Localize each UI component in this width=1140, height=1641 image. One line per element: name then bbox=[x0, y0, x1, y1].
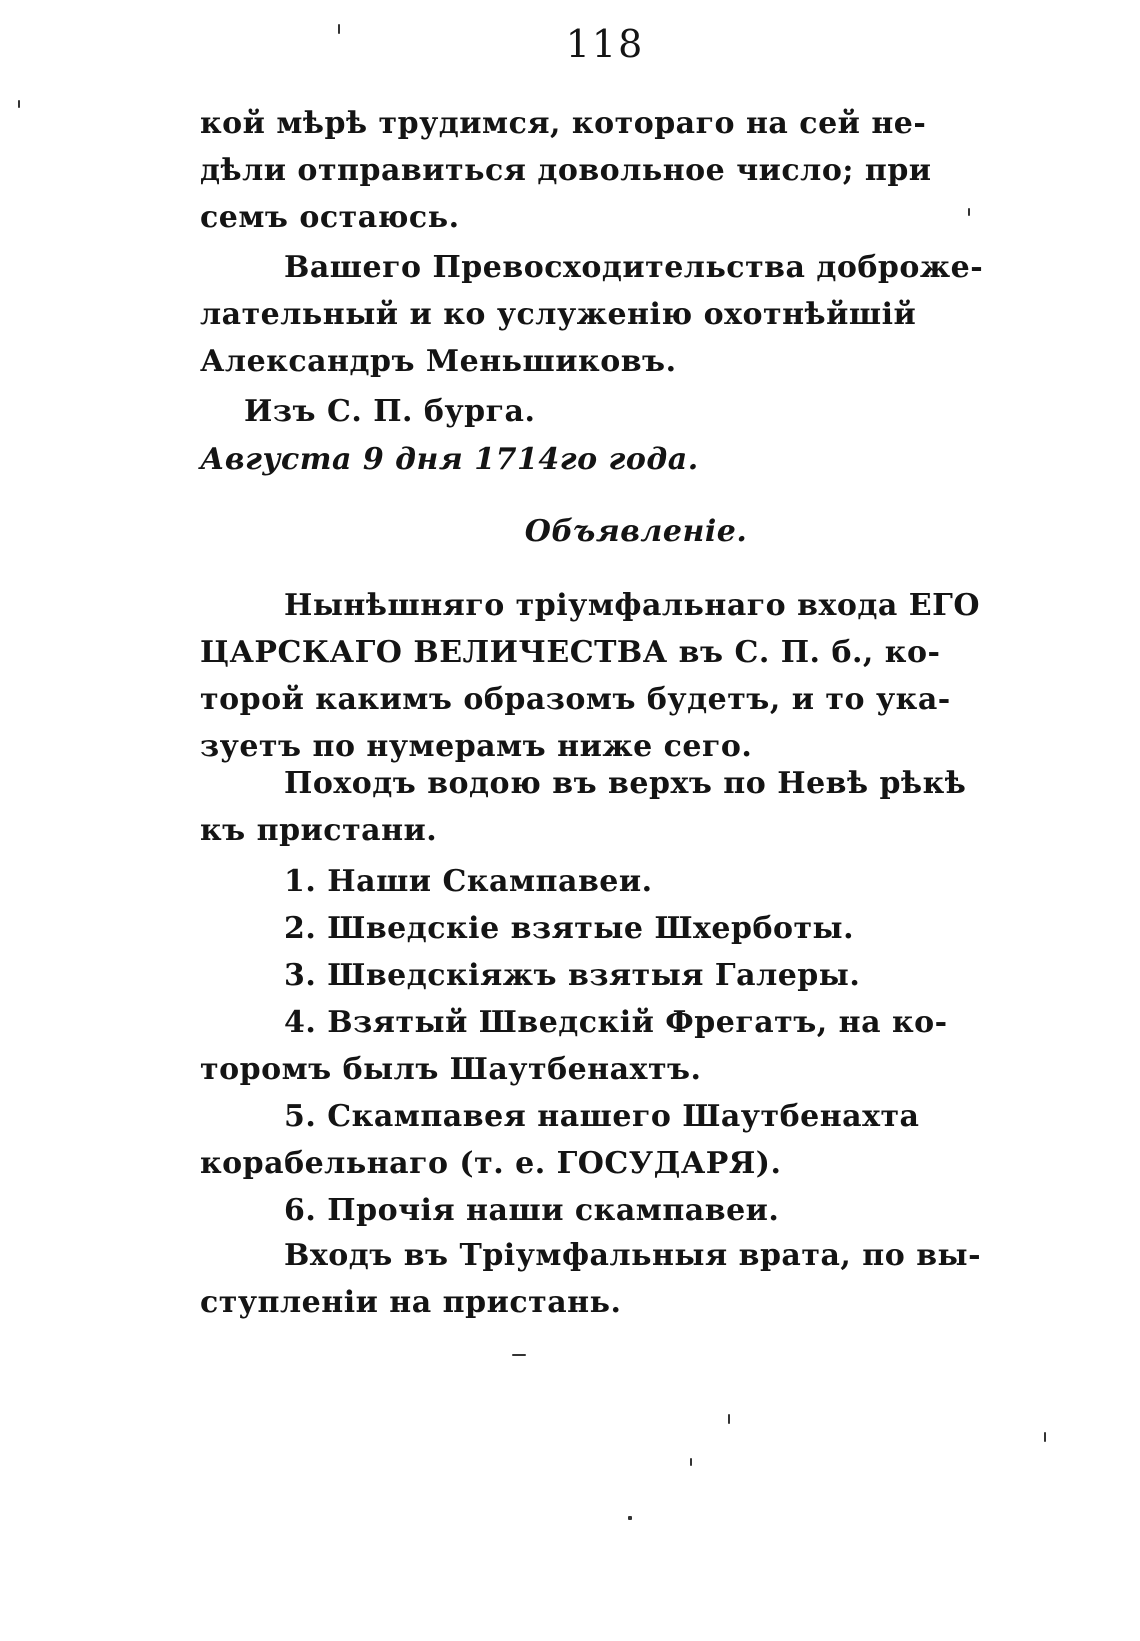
scan-speck bbox=[512, 1354, 526, 1356]
entry-paragraph bbox=[200, 1232, 1072, 1326]
intro-line: Нынѣшняго тріумфальнаго входа ЕГО bbox=[284, 588, 980, 623]
scan-speck bbox=[968, 208, 970, 216]
item-text: Взятый Шведскій Фрегатъ, на ко- bbox=[327, 1005, 948, 1040]
signature: Александръ Меньшиковъ. bbox=[200, 344, 677, 379]
procession-line: къ пристани. bbox=[200, 813, 438, 848]
place-line: Изъ С. П. бурга. bbox=[244, 394, 536, 429]
item-text: Шведскіяжъ взятыя Галеры. bbox=[327, 958, 861, 993]
item-number: 1. bbox=[284, 864, 317, 899]
letter-place bbox=[200, 388, 1072, 435]
scan-speck bbox=[728, 1414, 730, 1424]
text-line: дѣли отправиться довольное число; при bbox=[200, 153, 932, 188]
scan-speck bbox=[628, 1516, 632, 1520]
scan-speck bbox=[18, 100, 20, 108]
item-number: 2. bbox=[284, 911, 317, 946]
scan-speck bbox=[338, 24, 340, 34]
list-item bbox=[200, 1187, 1072, 1234]
list-item bbox=[200, 952, 1072, 999]
item-text: Шведскіе взятые Шхерботы. bbox=[327, 911, 855, 946]
intro-line: торой какимъ образомъ будетъ, и то ука- bbox=[200, 682, 951, 717]
list-item bbox=[200, 858, 1072, 905]
item-number: 5. bbox=[284, 1099, 317, 1134]
list-item bbox=[200, 905, 1072, 952]
scan-speck bbox=[690, 1458, 692, 1466]
list-item bbox=[200, 1093, 1072, 1140]
list-item-continuation: корабельнаго (т. е. ГОСУДАРЯ). bbox=[200, 1146, 782, 1181]
item-number: 4. bbox=[284, 1005, 317, 1040]
date-line: Августа 9 дня 1714го года. bbox=[200, 442, 699, 477]
intro-line: зуетъ по нумерамъ ниже сего. bbox=[200, 729, 753, 764]
procession-heading bbox=[200, 760, 1072, 854]
entry-line: ступленіи на пристань. bbox=[200, 1285, 622, 1320]
letter-body bbox=[200, 100, 1072, 241]
scan-speck bbox=[1044, 1432, 1046, 1442]
procession-list bbox=[200, 858, 1072, 1234]
item-number: 3. bbox=[284, 958, 317, 993]
text-line: семъ остаюсь. bbox=[200, 200, 460, 235]
list-item-continuation: торомъ былъ Шаутбенахтъ. bbox=[200, 1052, 702, 1087]
announcement-intro bbox=[200, 582, 1072, 770]
item-text: Прочія наши скампавеи. bbox=[327, 1193, 780, 1228]
intro-line: ЦАРСКАГО ВЕЛИЧЕСТВА въ С. П. б., ко- bbox=[200, 635, 941, 670]
page-number: 118 bbox=[565, 22, 645, 66]
item-number: 6. bbox=[284, 1193, 317, 1228]
announcement-title: Объявленіе. bbox=[524, 514, 748, 549]
announcement-title-block bbox=[200, 508, 1072, 555]
procession-line: Походъ водою въ верхъ по Невѣ рѣкѣ bbox=[284, 766, 967, 801]
entry-line: Входъ въ Тріумфальныя врата, по вы- bbox=[284, 1238, 982, 1273]
list-item bbox=[200, 999, 1072, 1046]
item-text: Скампавея нашего Шаутбенахта bbox=[327, 1099, 920, 1134]
closing-line: лательный и ко услуженію охотнѣйшій bbox=[200, 297, 917, 332]
letter-closing bbox=[200, 244, 1072, 385]
item-text: Наши Скампавеи. bbox=[327, 864, 653, 899]
letter-date bbox=[200, 436, 1072, 483]
text-line: кой мѣрѣ трудимся, котораго на сей не- bbox=[200, 106, 927, 141]
closing-line: Вашего Превосходительства доброже- bbox=[284, 250, 984, 285]
